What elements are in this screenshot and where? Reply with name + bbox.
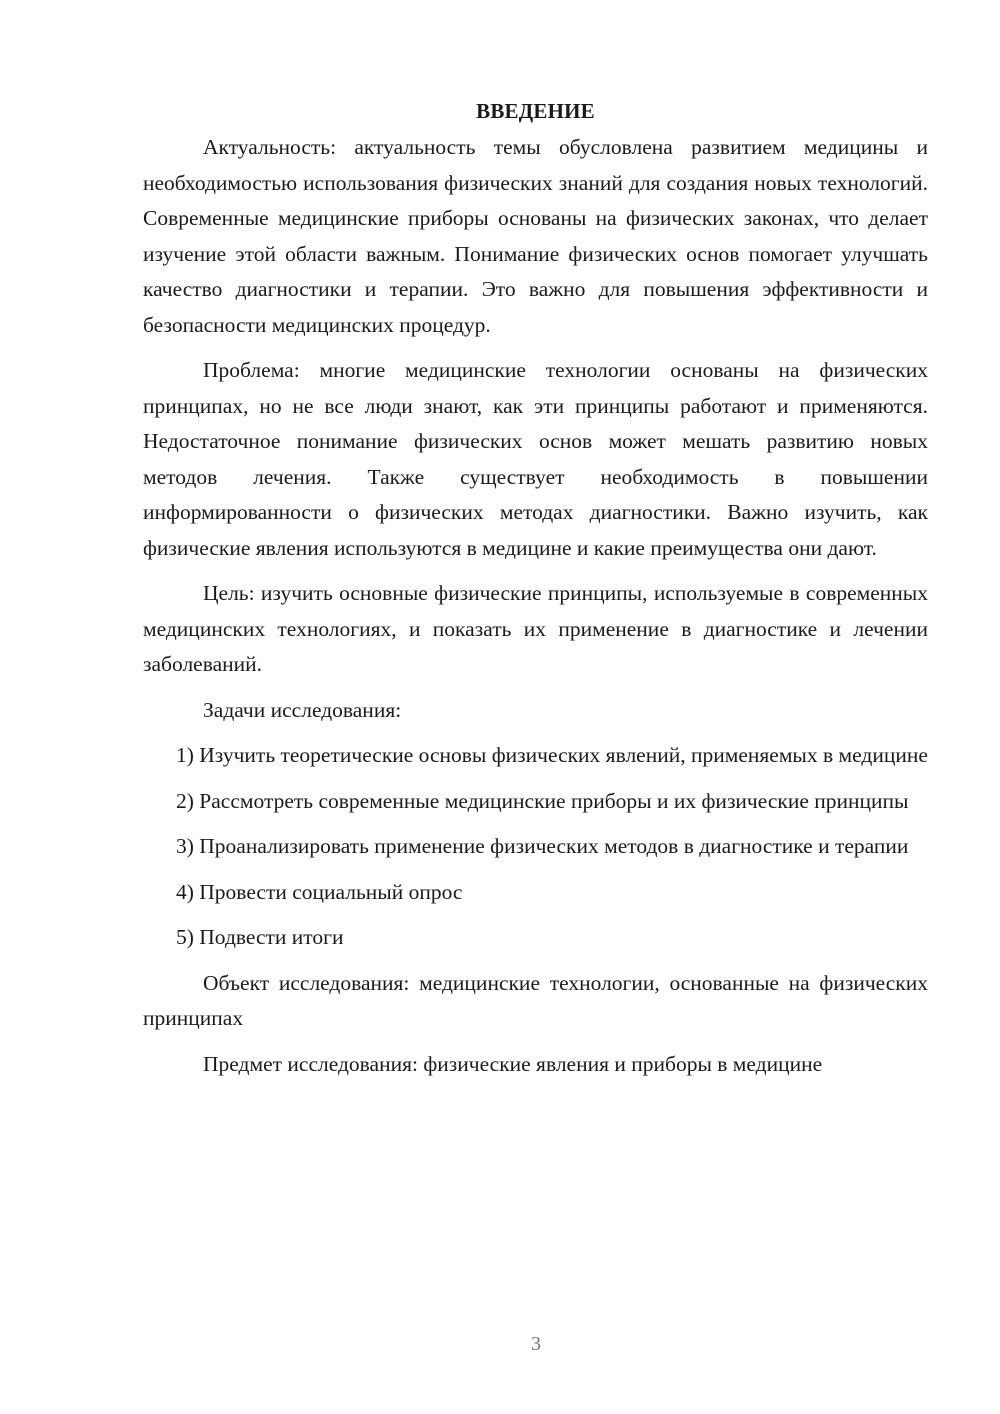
relevance-paragraph: Актуальность: актуальность темы обусловлена развитием медицины и необходимостью использования физических знаний для создания новых технологий. Современные медицинские приборы основаны на физических законах, что делает изучение этой области важным. Понимание физических основ помогает улучшать качество диагностики и терапии. Это важно для повышения эффективности и безопасности медицинских процедур. bbox=[143, 135, 928, 337]
subject-paragraph: Предмет исследования: физические явления и приборы в медицине bbox=[203, 1051, 823, 1076]
task-item-2: 2) Рассмотреть современные медицинские приборы и их физические принципы bbox=[176, 788, 909, 813]
tasks-title: Задачи исследования: bbox=[203, 697, 402, 722]
goal-paragraph: Цель: изучить основные физические принципы, используемые в современных медицинских технологиях, и показать их применение в диагностике и лечении заболеваний. bbox=[143, 581, 928, 676]
document-page bbox=[143, 96, 928, 1092]
page-title: ВВЕДЕНИЕ bbox=[476, 99, 595, 123]
task-item-3: 3) Проанализировать применение физических методов в диагностике и терапии bbox=[176, 834, 909, 858]
problem-paragraph: Проблема: многие медицинские технологии основаны на физических принципах, но не все люди знают, как эти принципы работают и применяются. Недостаточное понимание физических основ может мешать развитию новых методов лечения. Также существует необходимость в повышении информированности о физических методах диагностики. Важно изучить, как физические явления используются в медицине и какие преимущества они дают. bbox=[143, 358, 928, 560]
task-item-5: 5) Подвести итоги bbox=[176, 925, 344, 949]
task-item-1: 1) Изучить теоретические основы физических явлений, применяемых в медицине bbox=[176, 743, 928, 767]
page-number: 3 bbox=[531, 1333, 541, 1355]
task-item-4: 4) Провести социальный опрос bbox=[176, 879, 463, 904]
object-paragraph: Объект исследования: медицинские технологии, основанные на физических принципах bbox=[143, 970, 928, 1030]
